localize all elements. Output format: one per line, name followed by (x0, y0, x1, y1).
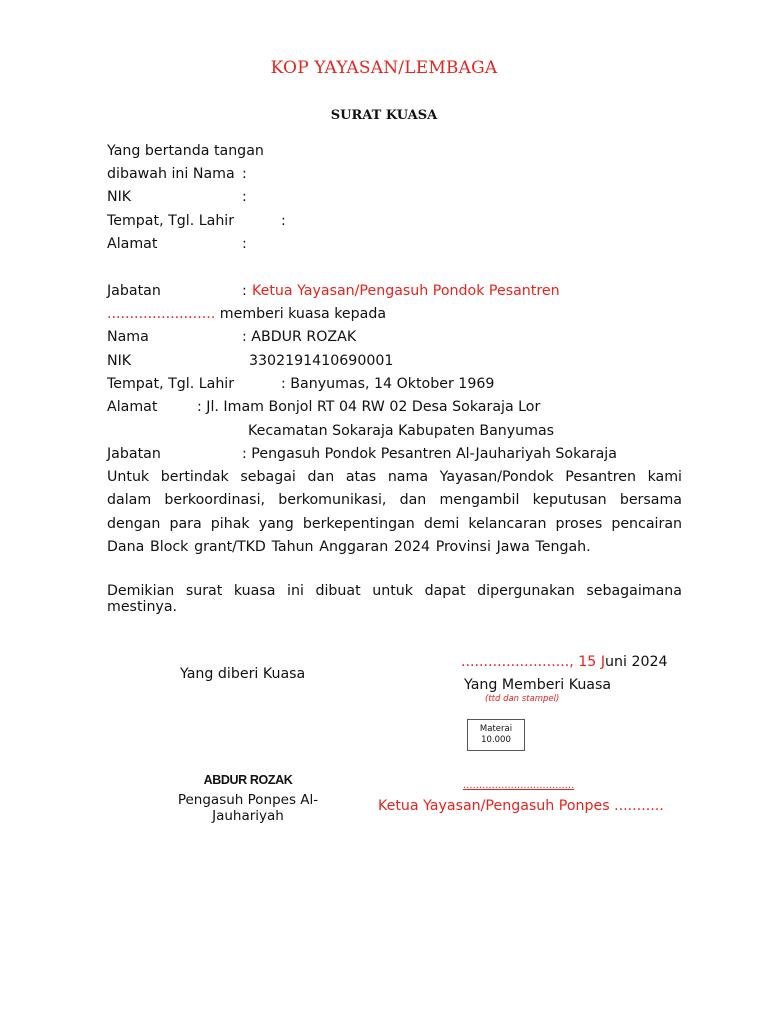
giver-jabatan-value: Ketua Yayasan/Pengasuh Pondok Pesantren (252, 283, 560, 299)
receiver-jabatan-label: Jabatan (107, 446, 161, 462)
intro-line-2: dibawah ini Nama (107, 166, 235, 182)
giver-signature-name-dots: ................................... (463, 780, 575, 791)
receiver-alamat-label: Alamat (107, 399, 158, 415)
receiver-ttl-label: Tempat, Tgl. Lahir (107, 376, 235, 392)
date-place-dots: ........................, (461, 654, 574, 670)
date-month-year: uni 2024 (605, 654, 668, 670)
date-day: 15 J (578, 654, 606, 670)
giver-ttl-colon: : (281, 213, 286, 229)
materai-label: Materai (479, 724, 513, 734)
receiver-jabatan-value: : Pengasuh Pondok Pesantren Al-Jauhariyah Sokaraja (242, 446, 617, 462)
receiver-signature-role: Pengasuh Ponpes Al-Jauhariyah (177, 792, 319, 824)
giver-ttl-label: Tempat, Tgl. Lahir (107, 213, 235, 229)
giver-nik-colon: : (242, 189, 247, 205)
receiver-nama-value: : ABDUR ROZAK (242, 329, 357, 345)
giver-alamat-label: Alamat (107, 236, 158, 252)
receiver-nik-label: NIK (107, 353, 132, 369)
intro-line-1: Yang bertanda tangan (107, 143, 264, 159)
giver-signature-role: Ketua Yayasan/Pengasuh Ponpes ........... (378, 798, 664, 814)
giver-alamat-colon: : (242, 236, 247, 252)
giver-jabatan-colon: : (242, 283, 247, 299)
body-paragraph-1: Untuk bertindak sebagai dan atas nama Yayasan/Pondok Pesantren kami dalam berkoordinasi, berkomunikasi, dan mengambil keputusan bersama dengan para pihak yang berkepentingan demi kelancaran proses pencairan Dana Block grant/TKD Tahun Anggaran 2024 Provinsi Jawa Tengah. (107, 469, 682, 555)
receiver-nama-label: Nama (107, 329, 149, 345)
date-line (461, 654, 668, 670)
nama-colon: : (242, 166, 247, 182)
letterhead: KOP YAYASAN/LEMBAGA (270, 58, 498, 78)
receiver-signature-name: ABDUR ROZAK (203, 773, 293, 787)
giver-jabatan-label: Jabatan (107, 283, 161, 299)
receiver-alamat-value-2: Kecamatan Sokaraja Kabupaten Banyumas (248, 423, 555, 439)
receiver-alamat-value-1: : Jl. Imam Bonjol RT 04 RW 02 Desa Sokaraja Lor (197, 399, 541, 415)
body-paragraph-2: Demikian surat kuasa ini dibuat untuk dapat dipergunakan sebagaimana mestinya. (107, 583, 682, 615)
materai-stamp-box (467, 719, 525, 751)
ttd-stamp-note: (ttd dan stampel) (485, 694, 560, 704)
memberi-kuasa-text: memberi kuasa kepada (219, 306, 387, 322)
jabatan-dots: ........................ (107, 306, 216, 322)
receiver-nik-value: 3302191410690001 (249, 353, 394, 369)
receiver-caption: Yang diberi Kuasa (180, 666, 306, 682)
materai-value: 10.000 (481, 735, 511, 745)
memberi-kuasa-line (107, 306, 386, 322)
giver-caption: Yang Memberi Kuasa (464, 677, 612, 693)
document-title: SURAT KUASA (330, 108, 438, 123)
giver-nik-label: NIK (107, 189, 132, 205)
receiver-ttl-value: : Banyumas, 14 Oktober 1969 (281, 376, 495, 392)
